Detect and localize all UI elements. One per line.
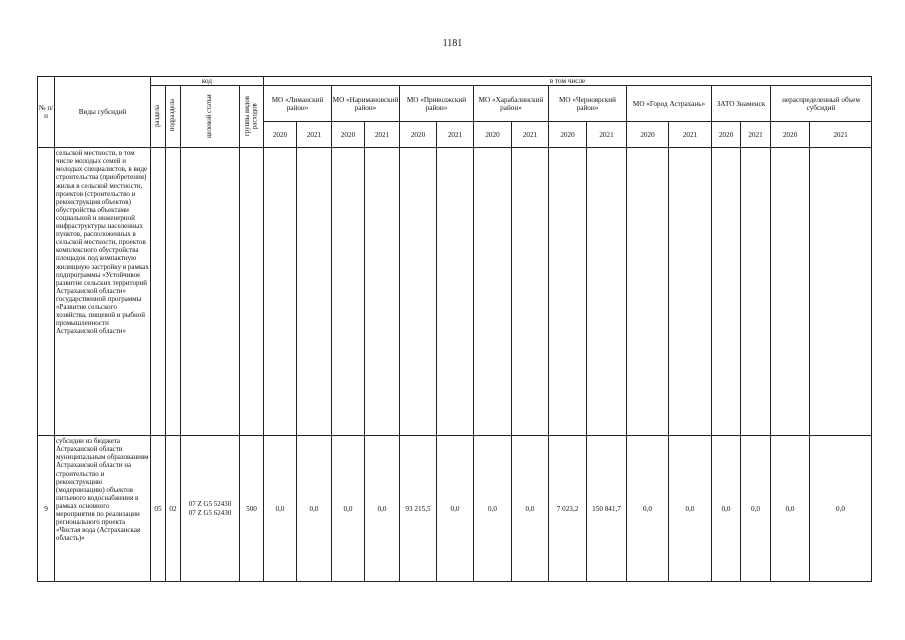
year-2021: 2021 bbox=[810, 122, 872, 148]
row-9-value: 0,0 bbox=[512, 436, 549, 582]
year-2020: 2020 bbox=[400, 122, 437, 148]
row-9-article-2: 07 Z G5 62430 bbox=[188, 508, 232, 517]
header-code-article: целевой статьи bbox=[181, 86, 240, 148]
row-9-value: 0,0 bbox=[712, 436, 741, 582]
row-9-article bbox=[181, 436, 240, 582]
year-2021: 2021 bbox=[741, 122, 771, 148]
row-9-value: 0,0 bbox=[810, 436, 872, 582]
header-no: № п/п bbox=[38, 77, 55, 148]
header-code-razdel: раздела bbox=[151, 86, 166, 148]
year-2020: 2020 bbox=[332, 122, 365, 148]
row-9-value: 0,0 bbox=[264, 436, 297, 582]
header-district-astrakhan: МО «Город Астрахань» bbox=[627, 86, 712, 122]
row-9-value: 93 215,5 bbox=[400, 436, 437, 582]
header-district-limansky: МО «Лиманский район» bbox=[264, 86, 332, 122]
row-9-value: 150 841,7 bbox=[587, 436, 627, 582]
header-district-znamensk: ЗАТО Знаменск bbox=[712, 86, 771, 122]
row-9-no: 9 bbox=[38, 436, 55, 582]
header-code-vid: группы видов расходов bbox=[240, 86, 264, 148]
year-2021: 2021 bbox=[669, 122, 712, 148]
year-2021: 2021 bbox=[512, 122, 549, 148]
table-row-continuation bbox=[38, 148, 872, 436]
row-9-value: 0,0 bbox=[365, 436, 400, 582]
row-9-razdel: 05 bbox=[151, 436, 166, 582]
year-2020: 2020 bbox=[474, 122, 512, 148]
header-district-privolzhsky: МО «Приволжский район» bbox=[400, 86, 474, 122]
header-including: в том числе bbox=[264, 77, 872, 86]
table-row-9 bbox=[38, 436, 872, 582]
row-9-value: 0,0 bbox=[627, 436, 669, 582]
row-9-vid: 500 bbox=[240, 436, 264, 582]
row-9-value: 0,0 bbox=[474, 436, 512, 582]
header-subsidy-types: Виды субсидий bbox=[55, 77, 151, 148]
year-2021: 2021 bbox=[365, 122, 400, 148]
row-9-value: 0,0 bbox=[332, 436, 365, 582]
row-9-value: 0,0 bbox=[669, 436, 712, 582]
header-district-kharabalinsky: МО «Харабалинский район» bbox=[474, 86, 549, 122]
year-2020: 2020 bbox=[264, 122, 297, 148]
year-2021: 2021 bbox=[437, 122, 474, 148]
header-unallocated: нераспределенный объем субсидий bbox=[771, 86, 872, 122]
row-9-value: 0,0 bbox=[437, 436, 474, 582]
row-9-description: субсидии из бюджета Астраханской области муниципальным образованиям Астраханской области на строительство и реконструкцию (модернизацию) объектов питьевого водоснабжения в рамках основного мероприятия по реализации регионального проекта «Чистая вода (Астраханская область)» bbox=[55, 436, 151, 582]
row-9-value: 0,0 bbox=[297, 436, 332, 582]
row-9-podrazdel: 02 bbox=[166, 436, 181, 582]
row-9-value: 7 023,2 bbox=[549, 436, 587, 582]
year-2020: 2020 bbox=[712, 122, 741, 148]
page-number: 1181 bbox=[442, 38, 463, 49]
year-2020: 2020 bbox=[549, 122, 587, 148]
year-2020: 2020 bbox=[771, 122, 810, 148]
year-2021: 2021 bbox=[587, 122, 627, 148]
row-cont-no bbox=[38, 148, 55, 436]
header-district-narimanovsky: МО «Наримановский район» bbox=[332, 86, 400, 122]
year-2020: 2020 bbox=[627, 122, 669, 148]
header-district-chernoyarsky: МО «Черноярский район» bbox=[549, 86, 627, 122]
row-9-value: 0,0 bbox=[741, 436, 771, 582]
header-code-podrazdel: подраздела bbox=[166, 86, 181, 148]
row-9-value: 0,0 bbox=[771, 436, 810, 582]
row-9-article-1: 07 Z G5 52430 bbox=[188, 500, 232, 509]
subsidy-table bbox=[37, 76, 872, 582]
header-code: код bbox=[151, 77, 264, 86]
year-2021: 2021 bbox=[297, 122, 332, 148]
row-cont-description: сельской местности, в том числе молодых семей и молодых специалистов, в виде строительства (приобретения) жилья в сельской местности, проектов (строительство и реконструкция объектов) обустройства объектами социальной и инженерной инфраструктуры населенных пунктов, расположенных в сельской местности, проектов комплексного обустройства площадок под компактную жилищную застройку в рамках подпрограммы «Устойчивое развитие сельских территорий Астраханской области» государственной программы «Развитие сельского хозяйства, пищевой и рыбной промышленности Астраханской области» bbox=[55, 148, 151, 436]
